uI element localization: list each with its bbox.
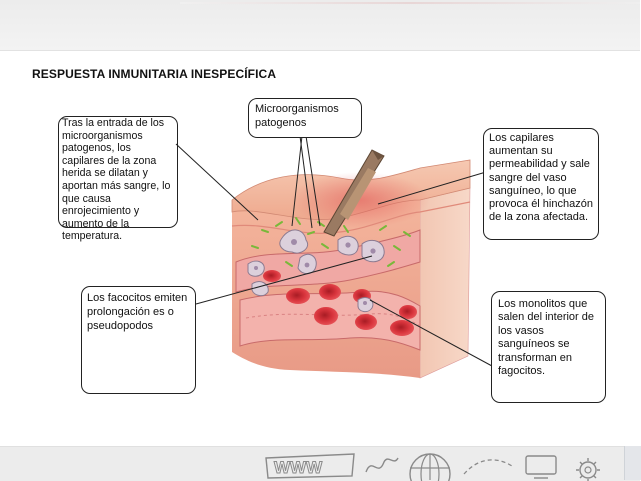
gear-icon xyxy=(568,452,608,480)
slide-title: RESPUESTA INMUNITARIA INESPECÍFICA xyxy=(32,67,277,81)
www-badge-icon xyxy=(264,452,356,480)
squiggle-icon xyxy=(362,452,402,480)
globe-icon xyxy=(404,452,456,480)
callout-entry: Tras la entrada de los microorganismos patogenos, los capilares de la zona herida se dilatan y aportan más sangre, lo que causa enrojecimiento y aumento de la temperatura. xyxy=(58,116,178,228)
red-blood-cell xyxy=(314,307,338,325)
callout-phagocytes: Los facocitos emiten prolongación es o pseudopodos xyxy=(81,286,196,394)
www-text: WWW xyxy=(274,458,323,477)
red-blood-cell xyxy=(286,288,310,304)
red-blood-cell xyxy=(263,270,281,282)
callout-monocytes: Los monolitos que salen del interior de los vasos sanguíneos se transforman en fagocitos. xyxy=(491,291,606,403)
callout-capillaries: Los capilares aumentan su permeabilidad y sale sangre del vaso sanguíneo, lo que provoca él hinchazón de la zona afectada. xyxy=(483,128,599,240)
callout-microbes: Microorganismos patogenos xyxy=(248,98,362,138)
dashed-arrow-icon xyxy=(460,452,520,480)
red-blood-cell xyxy=(355,314,377,330)
monitor-icon xyxy=(520,452,564,480)
thumbnail-preview xyxy=(624,446,641,480)
red-blood-cell xyxy=(319,284,341,300)
